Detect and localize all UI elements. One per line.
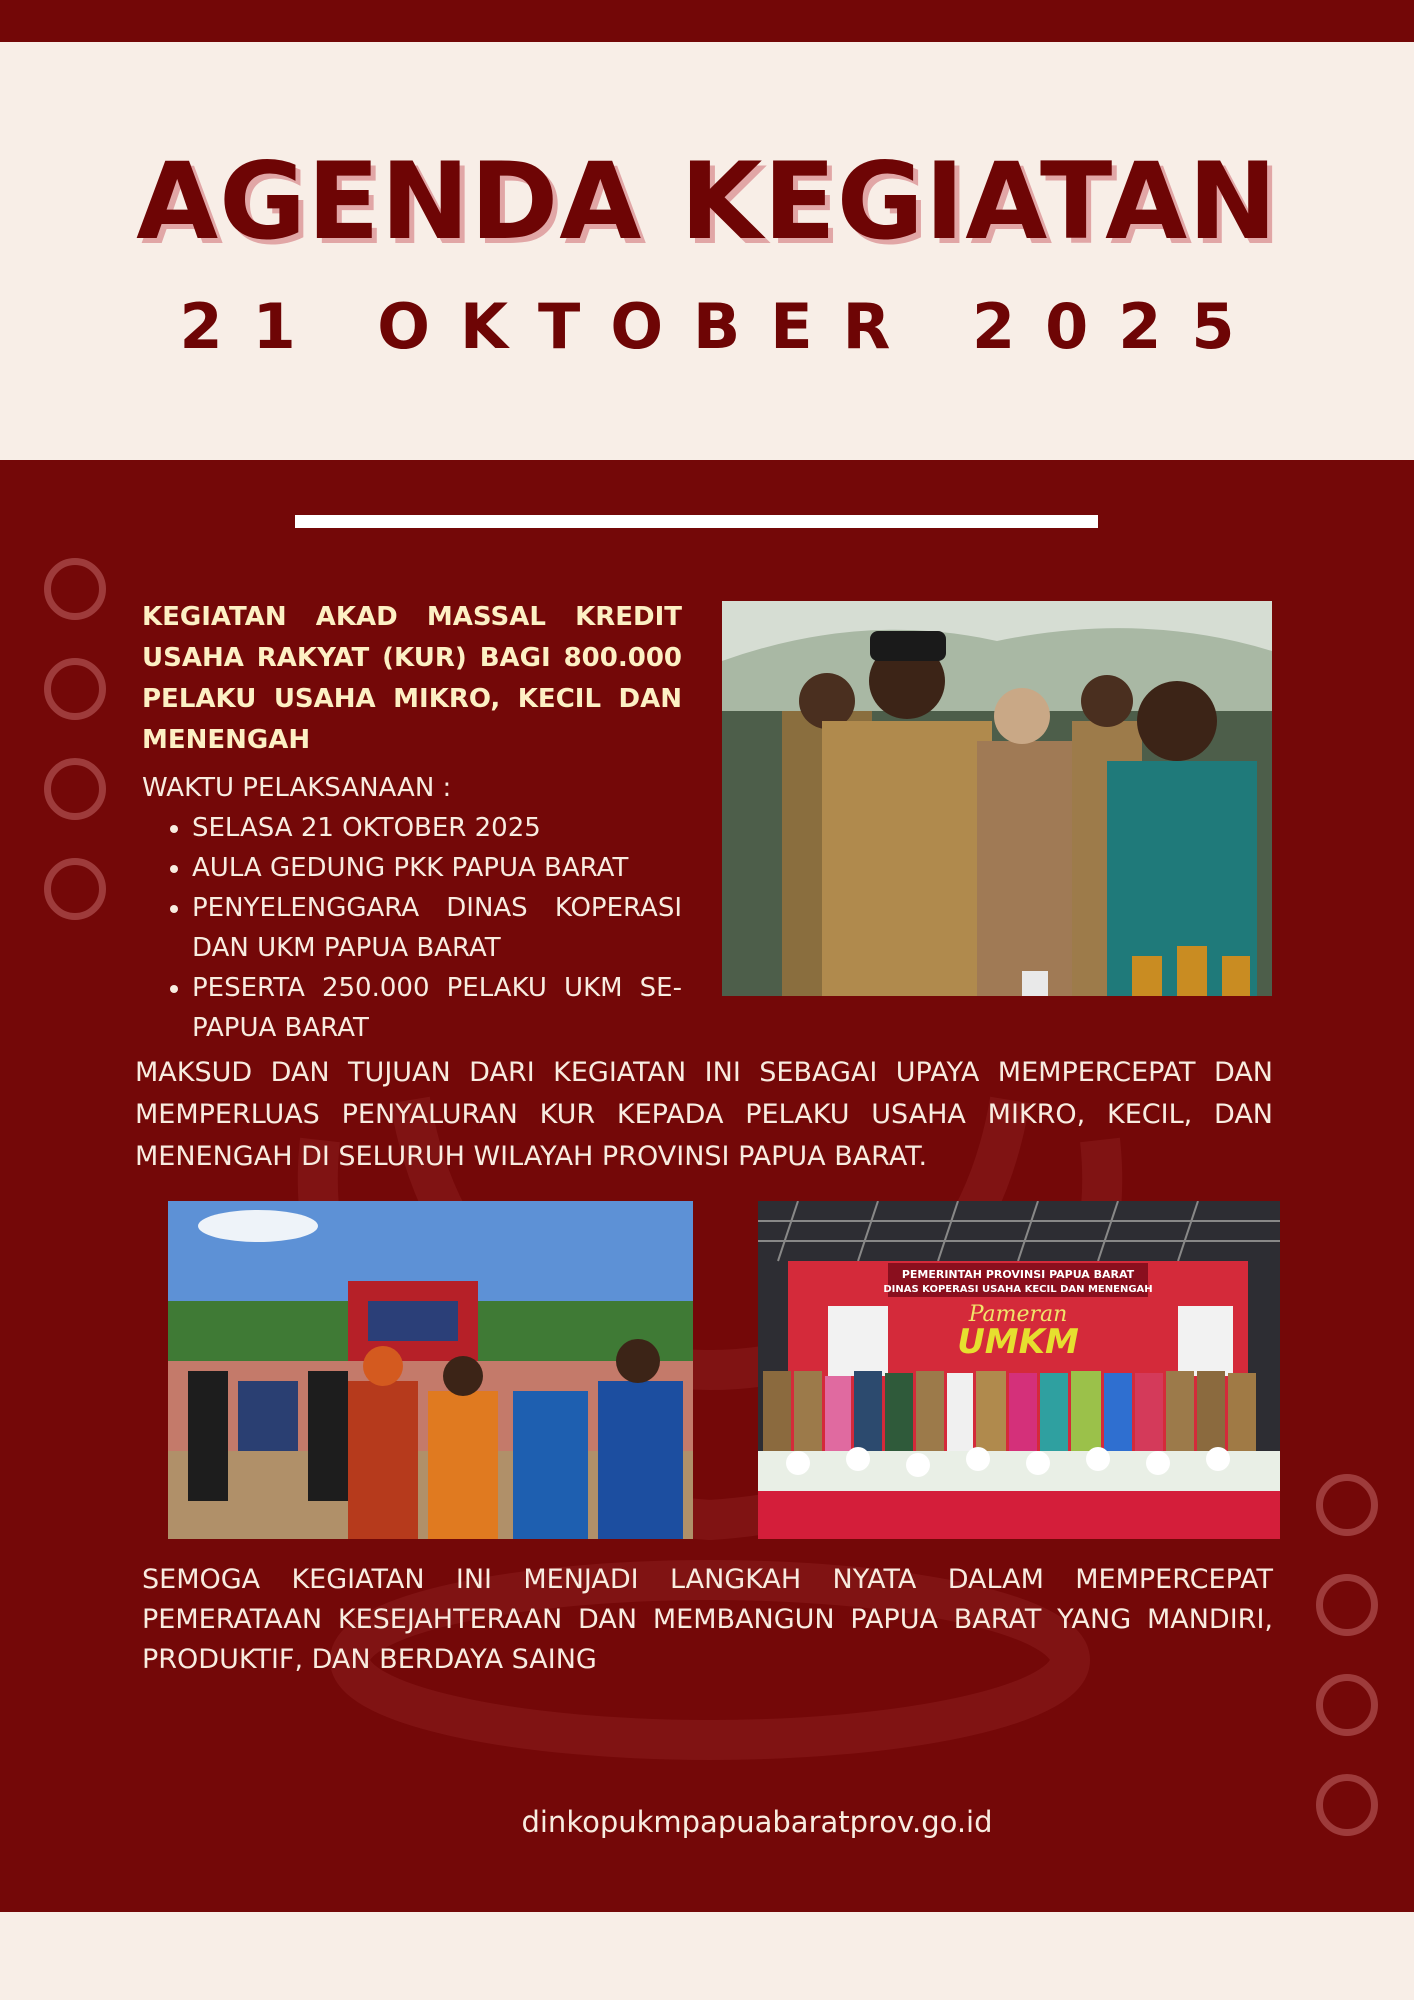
list-item: • SELASA 21 OKTOBER 2025 (192, 808, 682, 848)
photo-officials (722, 601, 1272, 996)
closing-paragraph: SEMOGA KEGIATAN INI MENJADI LANGKAH NYATA DALAM MEMPERCEPAT PEMERATAAN KESEJAHTERAAN DAN MEMBANGUN PAPUA BARAT YANG MANDIRI, PRODUKTIF, DAN BERDAYA SAING (142, 1564, 1273, 1675)
bottom-band (0, 1912, 1414, 2000)
decor-circle-icon (1316, 1674, 1378, 1736)
main-panel (0, 460, 1414, 1912)
decor-circle-icon (44, 658, 106, 720)
event-date: 21 OKTOBER 2025 (179, 290, 1265, 363)
page-title: AGENDA KEGIATAN (136, 140, 1278, 263)
banner-umkm: UMKM (957, 1322, 1079, 1362)
photo-pameran-umkm (758, 1201, 1280, 1539)
decor-circle-icon (44, 758, 106, 820)
list-item: • PESERTA 250.000 PELAKU UKM SE-PAPUA BARAT (192, 968, 682, 1048)
banner-pameran: Pameran (968, 1302, 1068, 1327)
website-link[interactable]: dinkopukmpapuabaratprov.go.id (521, 1805, 993, 1839)
decor-circle-icon (44, 558, 106, 620)
banner-line-1: PEMERINTAH PROVINSI PAPUA BARAT (901, 1268, 1135, 1281)
divider (295, 515, 1098, 528)
decor-circle-icon (1316, 1474, 1378, 1536)
photo-outdoor-ceremony (168, 1201, 693, 1539)
event-headline: KEGIATAN AKAD MASSAL KREDIT USAHA RAKYAT (KUR) BAGI 800.000 PELAKU USAHA MIKRO, KECIL DAN MENENGAH (142, 602, 682, 755)
purpose-paragraph: MAKSUD DAN TUJUAN DARI KEGIATAN INI SEBAGAI UPAYA MEMPERCEPAT DAN MEMPERLUAS PENYALURAN KUR KEPADA PELAKU USAHA MIKRO, KECIL, DAN MENENGAH DI SELURUH WILAYAH PROVINSI PAPUA BARAT. (135, 1057, 1273, 1172)
header (0, 42, 1414, 460)
top-band (0, 0, 1414, 42)
event-details-list (150, 808, 682, 1048)
list-item: • PENYELENGGARA DINAS KOPERASI DAN UKM PAPUA BARAT (192, 888, 682, 968)
decor-circle-icon (1316, 1574, 1378, 1636)
decor-circle-icon (44, 858, 106, 920)
banner-line-2: DINAS KOPERASI USAHA KECIL DAN MENENGAH (883, 1284, 1153, 1295)
list-item: • AULA GEDUNG PKK PAPUA BARAT (192, 848, 682, 888)
waktu-label: WAKTU PELAKSANAAN : (142, 773, 452, 803)
